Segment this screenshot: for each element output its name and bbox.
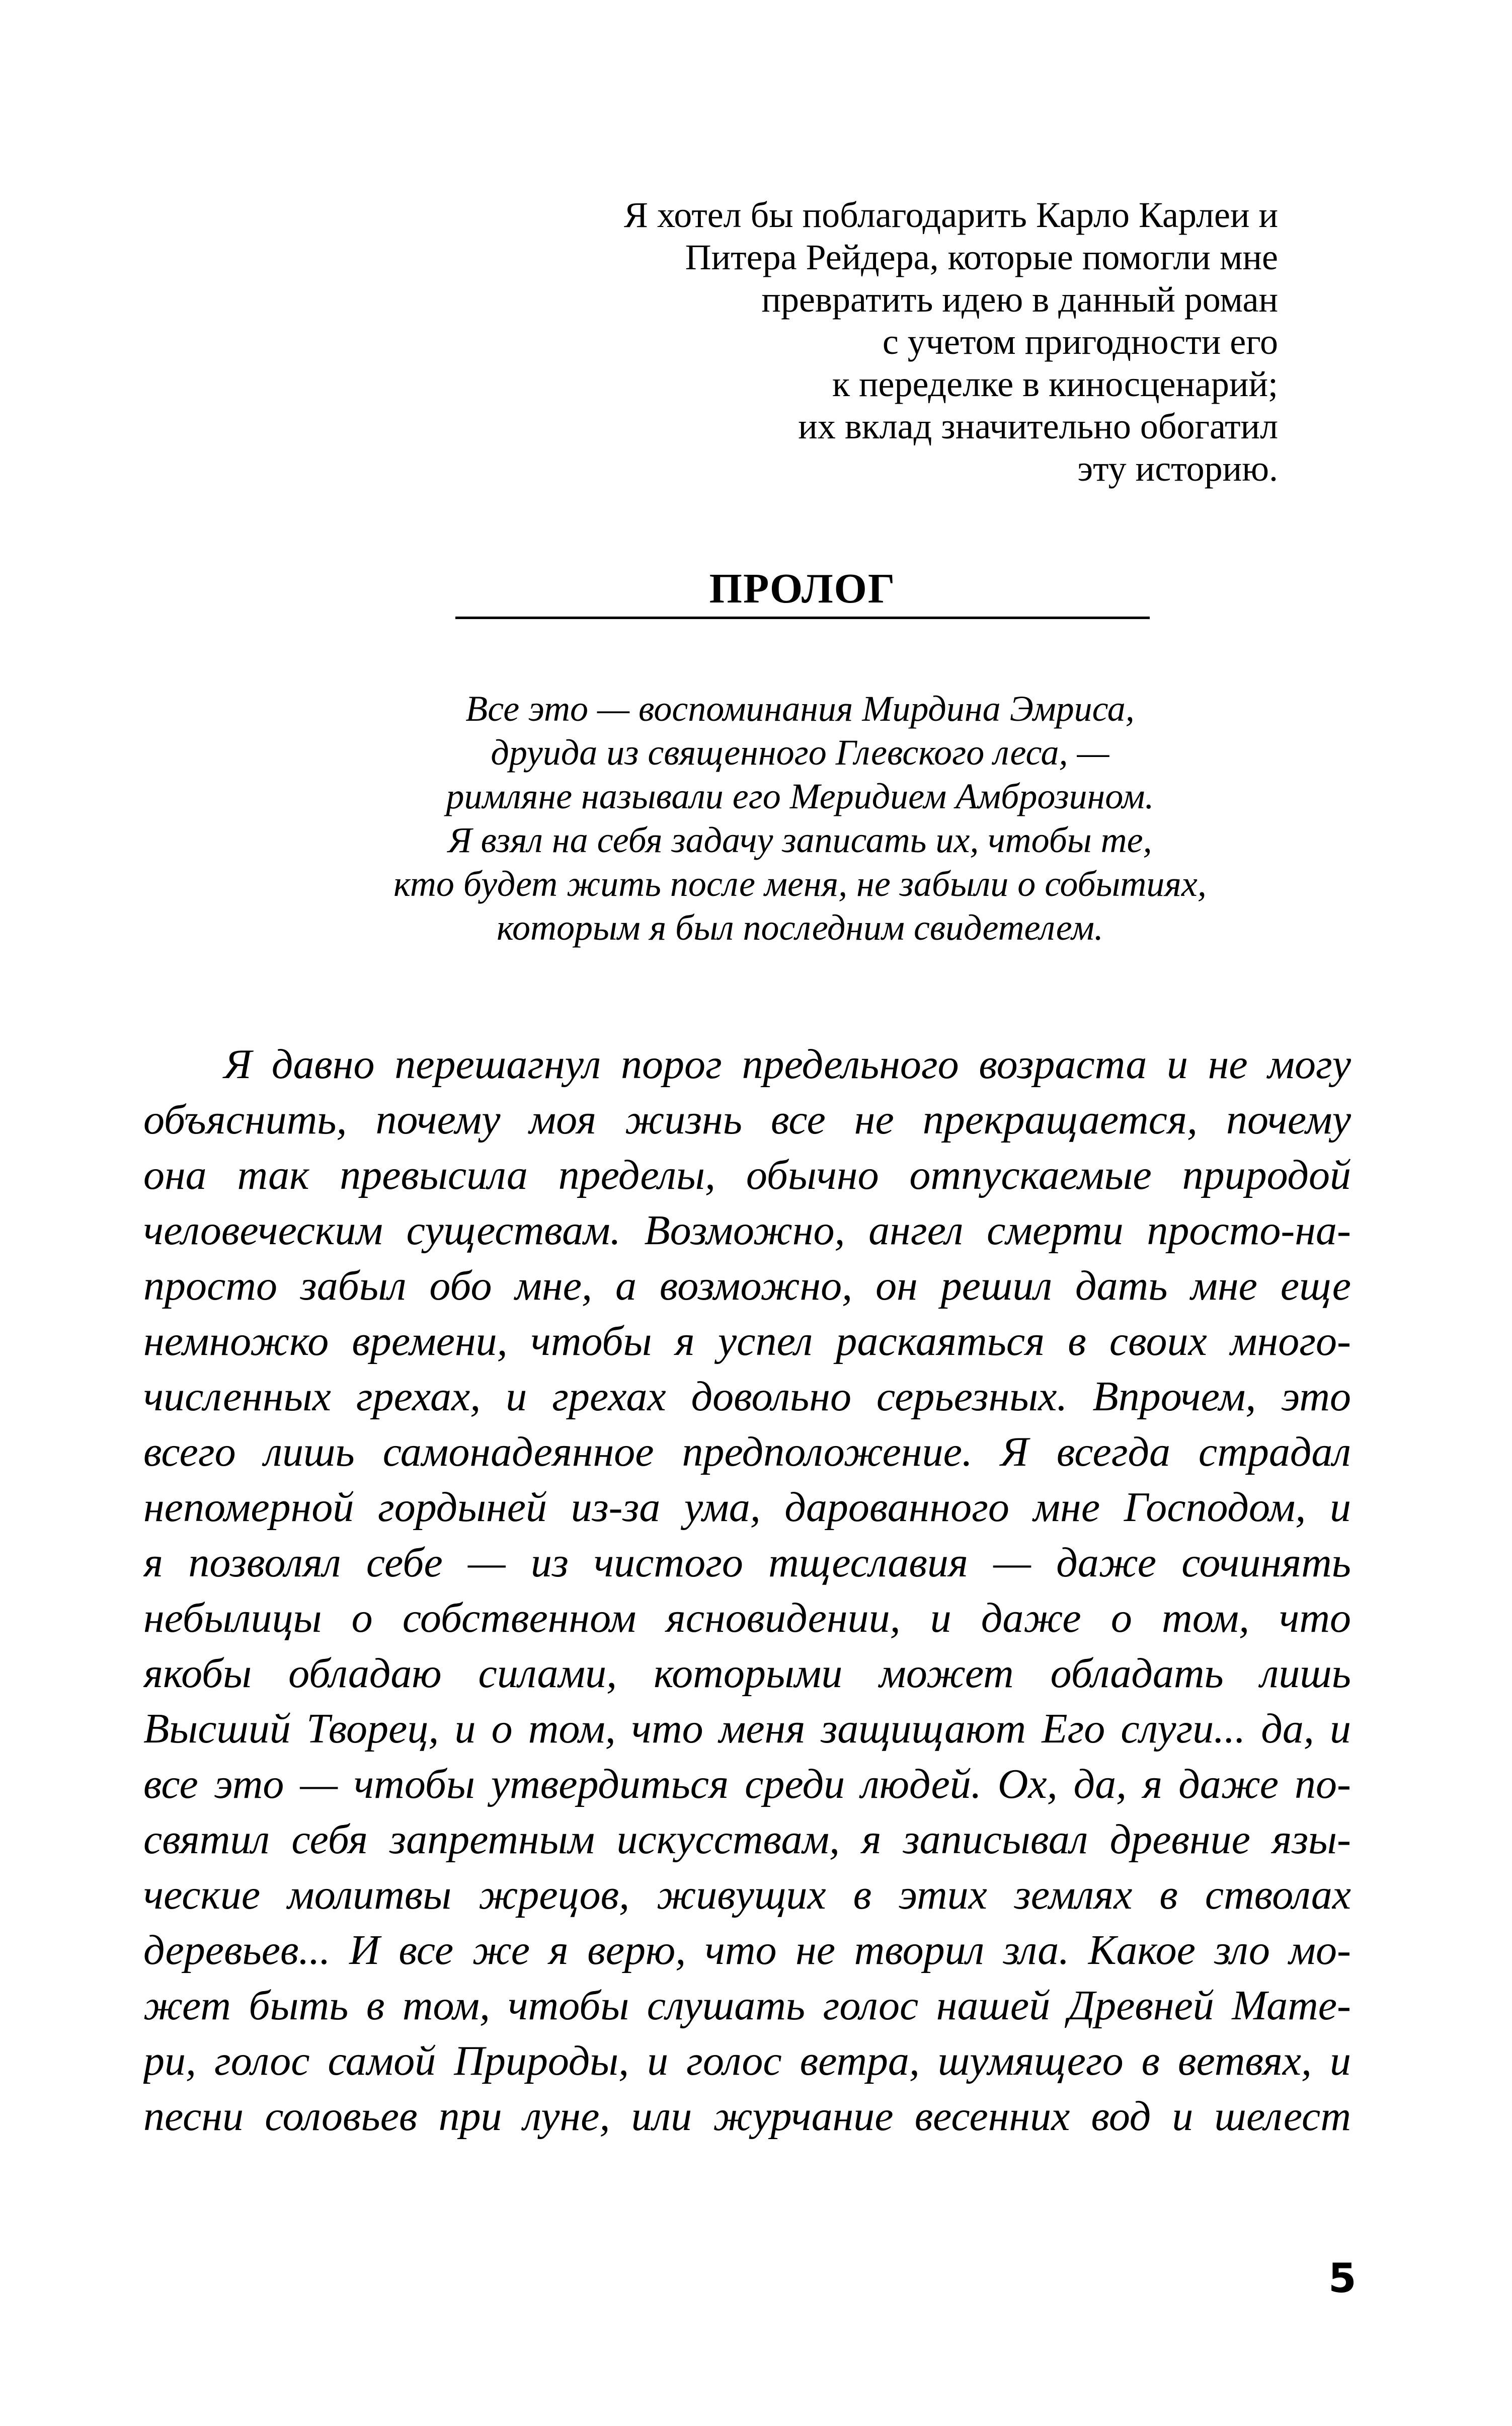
text-line: песни соловьев при луне, или журчание весенних вод и шелест <box>143 2093 1351 2140</box>
acknowledgment-line: эту историю. <box>1077 448 1278 489</box>
page-number: 5 <box>1328 2255 1357 2302</box>
text-line: человеческим существам. Возможно, ангел смерти просто-на- <box>143 1207 1351 1254</box>
prologue-title: ПРОЛОГ <box>709 565 896 612</box>
text-line: деревьев... И все же я верю, что не творил зла. Какое зло мо- <box>143 1927 1351 1974</box>
acknowledgment-line: превратить идею в данный роман <box>761 279 1278 320</box>
text-line: небылицы о собственном ясновидении, и даже о том, что <box>143 1595 1351 1641</box>
text-line: я позволял себе — из чистого тщеславия — даже сочинять <box>143 1539 1351 1586</box>
text-line: всего лишь самонадеянное предположение. Я всегда страдал <box>143 1428 1351 1475</box>
epigraph-line: римляне называли его Меридием Амброзином. <box>446 776 1154 816</box>
text-line: она так превысила пределы, обычно отпускаемые природой <box>143 1152 1351 1198</box>
text-line: ри, голос самой Природы, и голос ветра, шумящего в ветвях, и <box>143 2037 1351 2084</box>
text-line: непомерной гордыней из-за ума, дарованного мне Господом, и <box>143 1484 1351 1531</box>
epigraph-line: Все это — воспоминания Мирдина Эмриса, <box>465 689 1135 729</box>
epigraph <box>272 687 1328 950</box>
text-line: Высший Творец, и о том, что меня защищают Его слуги... да, и <box>143 1705 1351 1752</box>
epigraph-line: которым я был последним свидетелем. <box>497 907 1103 948</box>
acknowledgment-line: с учетом пригодности его <box>882 322 1278 362</box>
epigraph-line: кто будет жить после меня, не забыли о событиях, <box>393 864 1207 904</box>
epigraph-line: Я взял на себя задачу записать их, чтобы те, <box>448 820 1152 860</box>
text-line: численных грехах, и грехах довольно серьезных. Впрочем, это <box>143 1373 1351 1420</box>
prologue-rule <box>455 617 1150 619</box>
acknowledgment-line: Я хотел бы поблагодарить Карло Карлеи и <box>623 195 1278 235</box>
acknowledgment-line: их вклад значительно обогатил <box>798 406 1278 446</box>
text-line: жет быть в том, чтобы слушать голос нашей Древней Мате- <box>143 1982 1351 2029</box>
acknowledgment <box>453 194 1278 490</box>
text-line: святил себя запретным искусствам, я записывал древние язы- <box>143 1816 1351 1863</box>
text-line: все это — чтобы утвердиться среди людей. Ох, да, я даже по- <box>143 1761 1351 1807</box>
text-line: просто забыл обо мне, а возможно, он решил дать мне еще <box>143 1262 1351 1309</box>
text-line: ческие молитвы жрецов, живущих в этих землях в стволах <box>143 1871 1351 1918</box>
main-text <box>143 1037 1351 2144</box>
text-line: немножко времени, чтобы я успел раскаяться в своих много- <box>143 1318 1351 1364</box>
acknowledgment-line: Питера Рейдера, которые помогли мне <box>685 237 1278 277</box>
text-line: якобы обладаю силами, которыми может обладать лишь <box>143 1650 1351 1697</box>
text-line: объяснить, почему моя жизнь все не прекращается, почему <box>143 1096 1351 1143</box>
text-line: Я давно перешагнул порог предельного возраста и не могу <box>224 1041 1351 1088</box>
acknowledgment-line: к переделке в киносценарий; <box>832 364 1278 404</box>
epigraph-line: друида из священного Глевского леса, — <box>491 732 1109 773</box>
